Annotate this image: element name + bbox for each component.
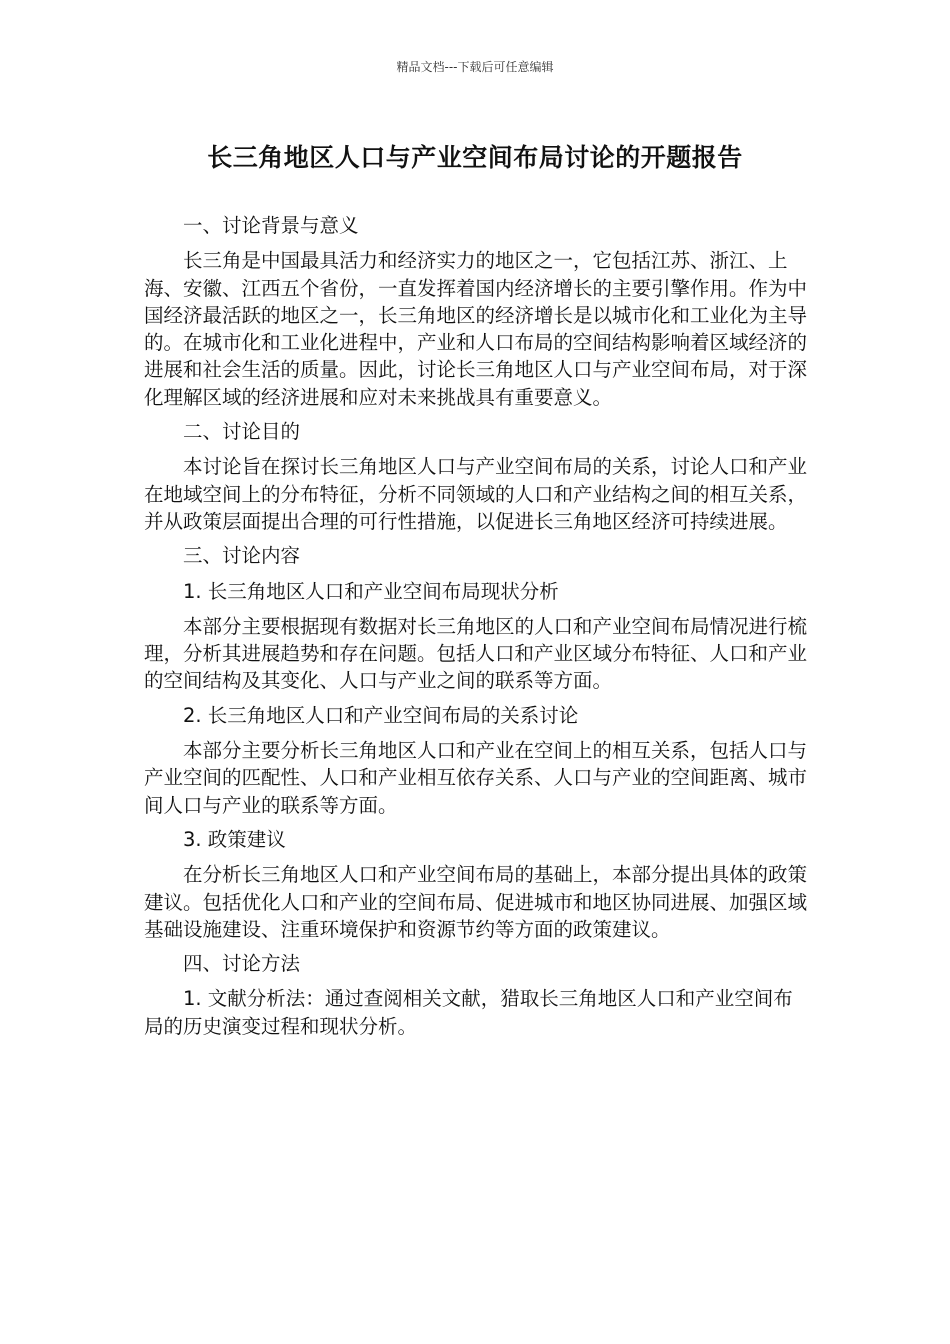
section-heading-method: 四、讨论方法 — [183, 952, 301, 976]
header-note: 精品文档---下载后可任意编辑 — [396, 60, 554, 74]
section-heading-purpose: 二、讨论目的 — [183, 420, 301, 444]
subsection-heading-relationship: 2. 长三角地区人口和产业空间布局的关系讨论 — [183, 703, 579, 727]
paragraph-relationship: 本部分主要分析长三角地区人口和产业在空间上的相互关系，包括人口与产业空间的匹配性、人口和产业相互依存关系、人口与产业的空间距离、城市间人口与产业的联系等方面。 — [144, 739, 808, 817]
document-title: 长三角地区人口与产业空间布局讨论的开题报告 — [207, 143, 743, 172]
subsection-heading-status: 1. 长三角地区人口和产业空间布局现状分析 — [183, 579, 559, 603]
paragraph-status: 本部分主要根据现有数据对长三角地区的人口和产业空间布局情况进行梳理，分析其进展趋势和存在问题。包括人口和产业区域分布特征、人口和产业的空间结构及其变化、人口与产业之间的联系等方面。 — [144, 614, 808, 693]
section-heading-content: 三、讨论内容 — [183, 544, 301, 568]
section-heading-background: 一、讨论背景与意义 — [183, 214, 359, 237]
paragraph-policy: 在分析长三角地区人口和产业空间布局的基础上，本部分提出具体的政策建议。包括优化人口和产业的空间布局、促进城市和地区协同进展、加强区域基础设施建设、注重环境保护和资源节约等方面的政策建议。 — [144, 863, 808, 941]
document-body — [144, 212, 812, 1047]
paragraph-purpose: 本讨论旨在探讨长三角地区人口与产业空间布局的关系，讨论人口和产业在地域空间上的分布特征，分析不同领域的人口和产业结构之间的相互关系，并从政策层面提出合理的可行性措施，以促进长三角地区经济可持续进展。 — [144, 455, 808, 533]
paragraph-background: 长三角是中国最具活力和经济实力的地区之一，它包括江苏、浙江、上海、安徽、江西五个省份，一直发挥着国内经济增长的主要引擎作用。作为中国经济最活跃的地区之一，长三角地区的经济增长是以城市化和工业化为主导的。在城市化和工业化进程中，产业和人口布局的空间结构影响着区域经济的进展和社会生活的质量。因此，讨论长三角地区人口与产业空间布局，对于深化理解区域的经济进展和应对未来挑战具有重要意义。 — [144, 249, 808, 409]
paragraph-method-literature: 1. 文献分析法：通过查阅相关文献，猎取长三角地区人口和产业空间布局的历史演变过程和现状分析。 — [144, 987, 793, 1038]
subsection-heading-policy: 3. 政策建议 — [183, 827, 286, 851]
